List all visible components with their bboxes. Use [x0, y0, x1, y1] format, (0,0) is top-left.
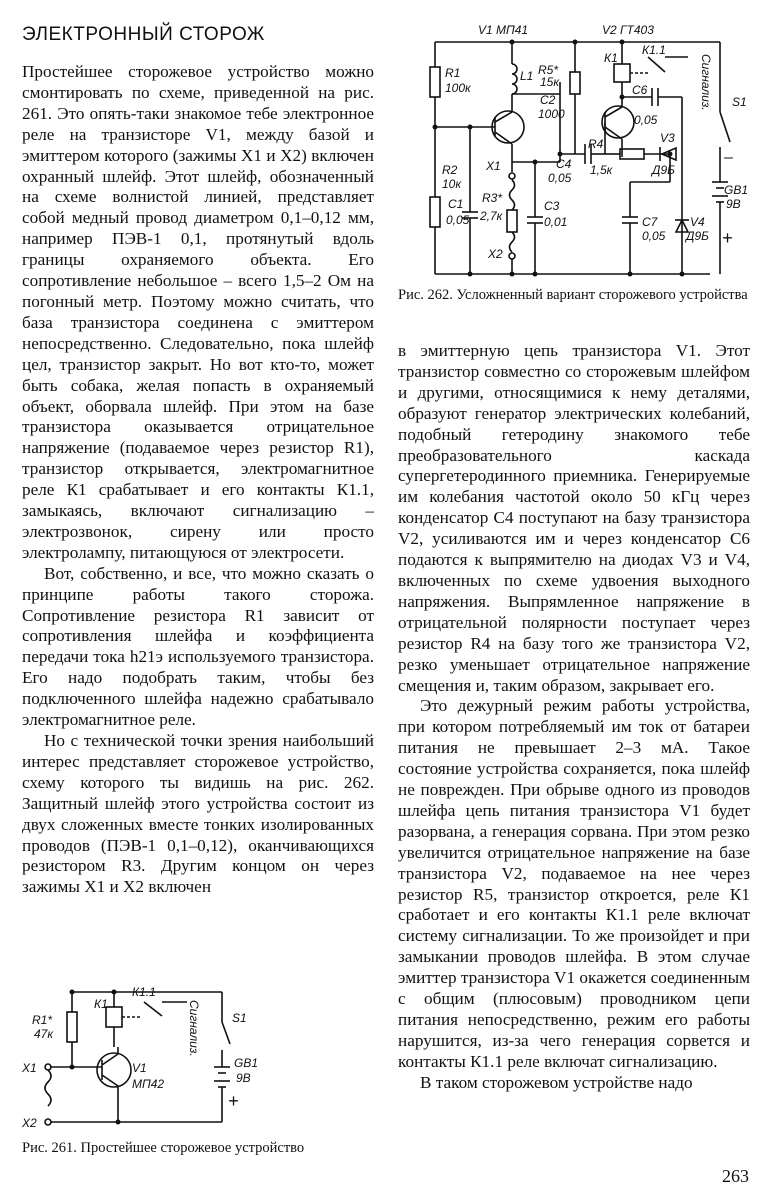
- label-x2: X2: [488, 247, 503, 261]
- label-r4: R4: [588, 137, 604, 151]
- label-r2: R2: [442, 163, 458, 177]
- paragraph: Это дежурный режим работы устройства, при котором потребляемый им ток от батареи питания не превышает 2–3 мА. Такое состояние устройства сохраняется, пока шлейф не поврежден. При обрыве одного из проводов шлейфа цепь питания транзистора V1 будет разорвана, а генерация сорвана. При этом резко увеличится отрицательное напряжение на базе транзистора V2, подаваемое на нее через резистор R5, транзистор откроется, реле К1 сработает и его контакты К1.1 реле включат систему сигнализации. То же произойдет и при замыкании проводов шлейфа. В этом случае эмиттер транзистора V1 окажется соединенным с общим (плюсовым) проводником цепи питания непосредственно, режим его работы нарушится, из-за чего генерация сорвется и контакты К1.1 реле включат сигнализацию.: [398, 696, 750, 1071]
- label-r2-value: 10к: [442, 177, 462, 191]
- figure-261-schematic: [22, 972, 322, 1134]
- label-v4: V4: [690, 215, 705, 229]
- left-column: [22, 62, 374, 898]
- paragraph: Вот, собственно, и все, что можно сказать о принципе работы такого сторожа. Сопротивление резистора R1 зависит от сопротивления шлейфа и коэффициента передачи тока h21э используемого транзистора. Его надо подобрать таким, чтобы без подключенного шлейфа надежно срабатывало электромагнитное реле.: [22, 563, 374, 730]
- label-v4-type: Д9Б: [686, 229, 709, 243]
- label-c4-value: 0,05: [548, 171, 572, 185]
- label-x2: X2: [22, 1116, 37, 1130]
- right-column: [398, 341, 750, 1094]
- label-k1: К1: [604, 51, 618, 65]
- label-signalization: Сигнализ.: [187, 1000, 201, 1057]
- label-c6-value: 0,05: [634, 113, 658, 127]
- label-r5-value: 15к: [540, 75, 560, 89]
- label-r1-value: 100к: [445, 81, 471, 95]
- paragraph: в эмиттерную цепь транзистора V1. Этот транзистор совместно со сторожевым шлейфом и другими, относящимися к нему деталями, образуют генератор электрических колебаний, подобный гетеродину знакомого тебе преобразовательного каскада супергетеродинного приемника. Генерируемые им колебания частотой около 50 кГц через конденсатор С4 поступают на базу транзистора V2, усиливаются им и через конденсатор С6 подаются к выпрямителю на диодах V3 и V4, включенных по схеме удвоения выходного напряжения. Выпрямленное напряжение в отрицательной полярности поступает через резистор R4 на базу того же транзистора V2, резко уменьшает отрицательное напряжение смещения и, таким образом, закрывает его.: [398, 341, 750, 695]
- label-k11: К1.1: [642, 43, 666, 57]
- label-c2: С2: [540, 93, 556, 107]
- label-r3-value: 2,7к: [480, 209, 503, 223]
- paragraph: Простейшее сторожевое устройство можно смонтировать по схеме, приведенной на рис. 261. Это опять-таки знакомое тебе электронное реле на транзисторе V1, между базой и эмиттером которого (зажимы X1 и X2) включен охранный шлейф. Этот шлейф, обозначенный на схеме волнистой линией, представляет собой медный провод диаметром 0,1–0,12 мм, например ПЭВ-1 0,1, протянутый вдоль границы охраняемого объекта. Его сопротивление небольшое – всего 1,5–2 Ом на погонный метр. Поэтому можно считать, что база транзистора соединена с эмиттером непосредственно. Следовательно, пока шлейф цел, транзистор закрыт. Но вот кто-то, может быть собака, желая попасть в охраняемый объект, оборвала шлейф. При этом на базе транзистора оказывается отрицательное напряжение (подаваемое через резистор R1), транзистор открывается, электромагнитное реле К1 срабатывает и его контакты К1.1, замыкаясь, включают сигнализацию – электрозвонок, сирену или просто электролампу, питающуюся от электросети.: [22, 62, 374, 562]
- label-x1: X1: [486, 159, 501, 173]
- label-gb1-value: 9В: [726, 197, 741, 211]
- label-c7-value: 0,05: [642, 229, 666, 243]
- label-v1: V1: [132, 1061, 147, 1075]
- label-c1: С1: [448, 197, 464, 211]
- label-l1: L1: [520, 69, 534, 83]
- label-c4: С4: [556, 157, 572, 171]
- label-x1: X1: [22, 1061, 37, 1075]
- label-k1: К1: [94, 997, 108, 1011]
- battery-plus-sign: +: [722, 228, 733, 248]
- label-s1: S1: [732, 95, 747, 109]
- label-v3-type: Д9Б: [652, 163, 675, 177]
- label-v3: V3: [660, 131, 675, 145]
- battery-plus-sign: +: [228, 1091, 239, 1111]
- label-r3: R3*: [482, 191, 503, 205]
- battery-minus-sign: –: [724, 149, 733, 166]
- label-v1: V1 МП41: [478, 23, 529, 37]
- label-gb1: GB1: [724, 183, 749, 197]
- label-r1: R1: [445, 66, 461, 80]
- label-gb1-value: 9В: [236, 1071, 251, 1085]
- label-c3-value: 0,01: [544, 215, 568, 229]
- label-c7: С7: [642, 215, 658, 229]
- figure-261-caption: Рис. 261. Простейшее сторожевое устройство: [22, 1140, 305, 1156]
- label-r1: R1*: [32, 1013, 53, 1027]
- page-number: 263: [722, 1166, 749, 1186]
- figure-262-caption: Рис. 262. Усложненный вариант сторожевого устройства: [398, 287, 748, 303]
- paragraph: В таком сторожевом устройстве надо: [420, 1072, 693, 1092]
- label-gb1: GB1: [234, 1056, 259, 1070]
- label-r4-value: 1,5к: [590, 163, 613, 177]
- label-r5: R5*: [538, 63, 559, 77]
- label-c3: С3: [544, 199, 560, 213]
- label-v1-type: МП42: [132, 1077, 165, 1091]
- label-k11: К1.1: [132, 985, 156, 999]
- paragraph: Но с технической точки зрения наибольший интерес представляет сторожевое устройство, схему которого ты видишь на рис. 262. Защитный шлейф этого устройства состоит из двух сложенных вместе тонких изолированных проводов (ПЭВ-1 0,1–0,12), оканчивающихся резистором R3. Другим концом он через зажимы X1 и X2 включен: [22, 731, 374, 897]
- label-s1: S1: [232, 1011, 247, 1025]
- label-v2: V2 ГТ403: [602, 23, 654, 37]
- label-c2-value: 1000: [538, 107, 565, 121]
- label-signalization: Сигнализ.: [699, 54, 713, 111]
- label-r1-value: 47к: [34, 1027, 54, 1041]
- figure-262-schematic: [420, 22, 760, 284]
- label-c1-value: 0,05: [446, 213, 470, 227]
- page-title: ЭЛЕКТРОННЫЙ СТОРОЖ: [22, 24, 265, 45]
- label-c6: С6: [632, 83, 648, 97]
